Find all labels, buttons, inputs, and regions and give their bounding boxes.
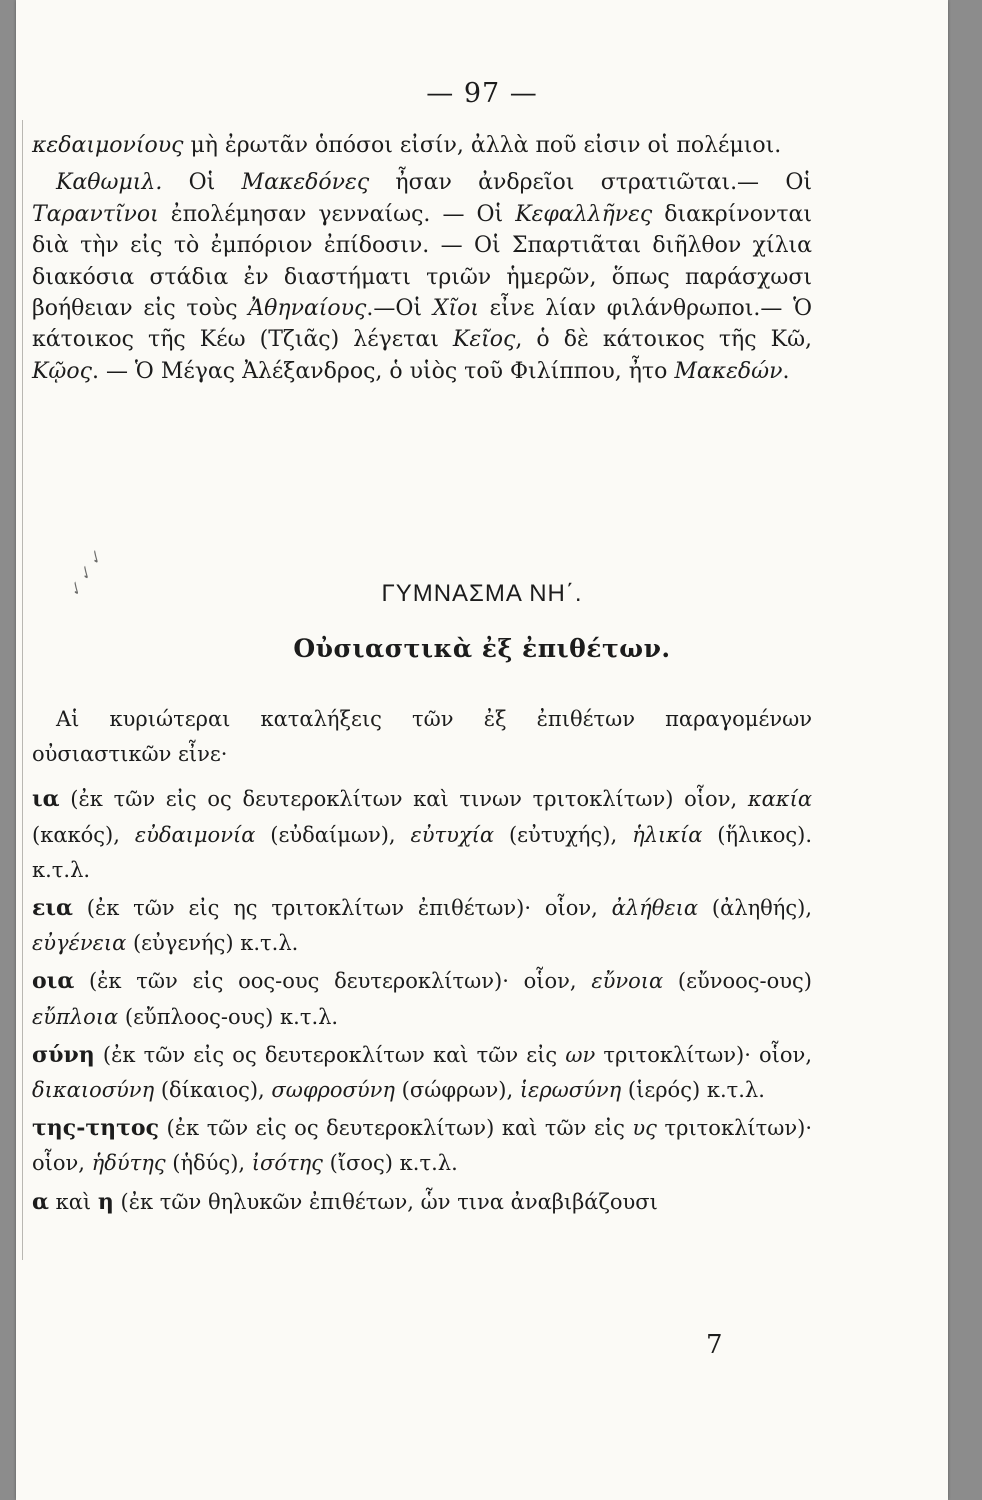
exercise-text [32,130,812,387]
text-run: (ἡδύς), [165,1151,252,1176]
suffix-join: καὶ [48,1189,98,1214]
text-run: (ἥλικος). κ.τ.λ. [32,822,812,882]
italic-word: ἀλήθεια [611,896,699,921]
text-run: (εὔπλοος-ους) κ.τ.λ. [118,1004,339,1029]
paragraph-continuation [32,130,812,161]
italic-word: ἡδύτης [91,1151,166,1176]
text-run: (ἐκ τῶν εἰς ος δευτεροκλίτων καὶ τινων τριτοκλίτων) οἷον, [59,787,748,812]
signature-mark: 7 [706,1330,723,1360]
text-run: (κακός), [32,822,135,847]
rule-entry [32,1038,812,1108]
italic-word: εὔνοια [591,969,664,994]
suffix-label: σύνη [32,1041,95,1068]
text-run: τριτοκλίτων)· οἷον, [595,1042,812,1067]
italic-word: υς [632,1116,657,1141]
italic-word: ων [565,1042,596,1067]
text-run: (ἐκ τῶν εἰς ος δευτεροκλίτων) καὶ τῶν εἰς [159,1116,633,1141]
italic-word: κακία [747,787,812,812]
suffix-rules [32,702,812,1223]
italic-word: ἰσότης [251,1151,323,1176]
italic-word: κεδαιμονίους [32,133,184,158]
rule-entry [32,1111,812,1181]
section-subheading: Οὐσιαστικὰ ἐξ ἐπιθέτων. [293,634,671,663]
italic-word: εὐγένεια [32,931,127,956]
text-run: διακρίνονται διὰ τὴν εἰς τὸ ἐμπόριον ἐπίδοσιν. — Οἱ Σπαρτιᾶται διῆλθον χίλια διακόσια στάδια ἐν διαστήματι τριῶν ἡμερῶν, ὅπως παράσχωσι βοήθειαν εἰς τοὺς [32,201,812,322]
italic-word: ἱερωσύνη [519,1078,622,1103]
page-number: — 97 — [426,78,538,109]
text-run: (εὔνοος-ους) [663,969,812,994]
italic-word: εὐδαιμονία [134,822,256,847]
suffix-label: της-τητος [32,1115,159,1142]
text-run: Οἱ [162,170,242,196]
book-page [16,0,948,1500]
page-gutter-line [22,120,23,1260]
rule-entry [32,782,812,888]
italic-word: Χῖοι [432,296,479,322]
italic-word: ἡλικία [632,822,703,847]
italic-word: εὐτυχία [410,822,495,847]
italic-word: Μακεδών [674,358,783,384]
text-run: (ἴσος) κ.τ.λ. [322,1151,458,1176]
italic-word: σωφροσύνη [271,1078,395,1103]
paragraph-exercise [32,167,812,387]
text-run: (δίκαιος), [154,1078,272,1103]
suffix-label: οια [32,968,75,995]
text-run: (ἐκ τῶν εἰς οος-ους δευτεροκλίτων)· οἷον, [74,969,592,994]
text-run: μὴ ἐρωτᾶν ὁπόσοι εἰσίν, ἀλλὰ ποῦ εἰσιν οἱ πολέμιοι. [183,133,782,158]
rule-list [32,782,812,1219]
italic-word: Μακεδόνες [241,170,370,196]
suffix-label: α [32,1188,49,1215]
suffix-label: ια [32,786,60,813]
text-run: . [782,358,790,384]
text-run: ἦσαν ἀνδρεῖοι στρατιῶται.— Οἱ [369,170,812,196]
suffix-label: η [97,1188,114,1215]
text-run: εἶνε λίαν φιλάνθρωποι.— Ὁ κάτοικος τῆς Κέω (Τζιᾶς) λέγεται [32,296,812,353]
text-run: (εὐγενής) κ.τ.λ. [126,931,299,956]
italic-word: Ἀθηναίους [248,296,367,322]
text-run: ἐπολέμησαν γενναίως. — Οἱ [158,201,516,227]
text-run: . — Ὁ Μέγας Ἀλέξανδρος, ὁ υἱὸς τοῦ Φιλίππου, ἦτο [91,358,675,384]
italic-word: Κεῖος [452,327,516,353]
italic-word: Καθωμιλ. [56,170,163,196]
pencil-annotation: ✓ ✓ ✓ [64,547,107,601]
rule-entry [32,964,812,1034]
italic-word: Κεφαλλῆνες [515,201,653,227]
suffix-label: εια [32,895,73,922]
text-run: (σώφρων), [395,1078,520,1103]
italic-word: εὔπλοια [32,1004,119,1029]
text-run: (εὐτυχής), [494,822,633,847]
exercise-heading: ΓΥΜΝΑΣΜΑ ΝΗ΄. [381,580,583,607]
text-run: (ἐκ τῶν θηλυκῶν ἐπιθέτων, ὧν τινα ἀναβιβάζουσι [113,1189,658,1214]
text-run: (ἐκ τῶν εἰς ης τριτοκλίτων ἐπιθέτων)· οἷον, [72,896,612,921]
rule-entry [32,891,812,961]
rules-intro: Αἱ κυριώτεραι καταλήξεις τῶν ἐξ ἐπιθέτων παραγομένων οὐσιαστικῶν εἶνε· [32,707,812,767]
text-run: τριτοκλίτων)· οἷον, [32,1116,812,1176]
italic-word: Κῷος [32,358,92,384]
italic-word: δικαιοσύνη [32,1078,155,1103]
text-run: (ἀληθής), [698,896,813,921]
text-run: .—Οἱ [366,296,433,322]
italic-word: Ταραντῖνοι [32,201,159,227]
rule-entry [32,1185,812,1220]
text-run: , ὁ δὲ κάτοικος τῆς Κῶ, [515,327,812,353]
text-run: (ἐκ τῶν εἰς ος δευτεροκλίτων καὶ τῶν εἰς [94,1042,566,1067]
text-run: (εὐδαίμων), [255,822,411,847]
text-run: (ἱερός) κ.τ.λ. [621,1078,765,1103]
